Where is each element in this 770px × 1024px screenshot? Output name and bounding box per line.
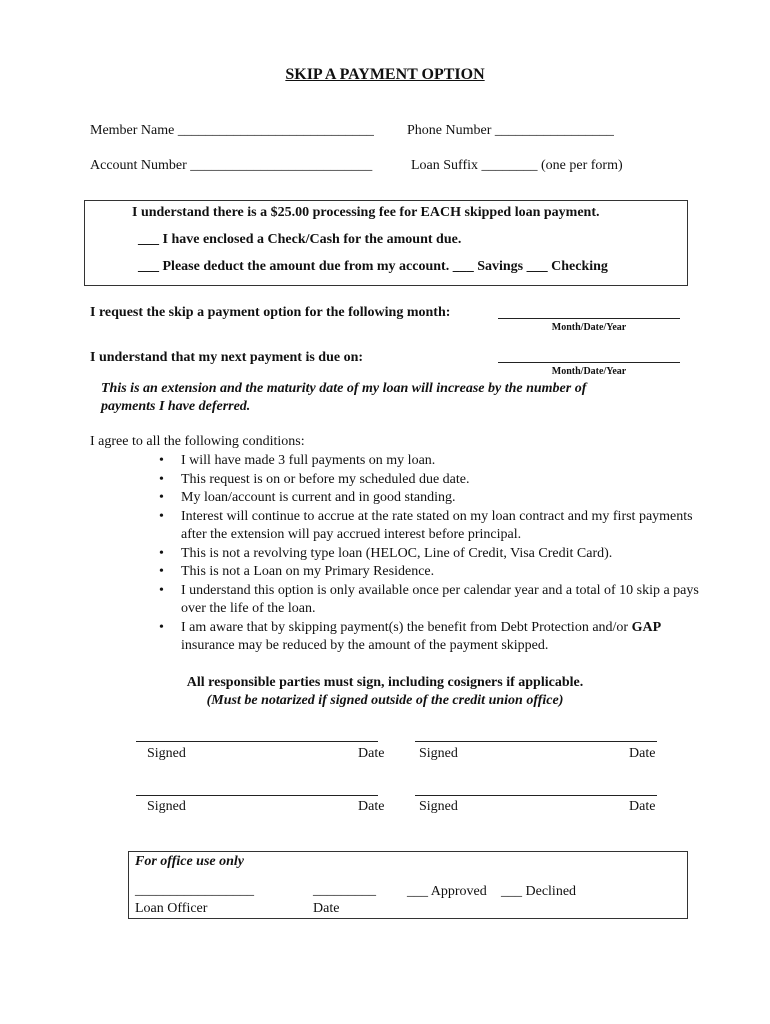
condition-item: • My loan/account is current and in good standing.: [181, 489, 711, 508]
sign-notice: All responsible parties must sign, including cosigners if applicable.: [186, 675, 584, 690]
signed-label-1: Signed: [147, 746, 186, 761]
signature-line-1[interactable]: [136, 741, 378, 742]
condition-gap-pre: I am aware that by skipping payment(s) the benefit from Debt Protection and/or: [181, 619, 629, 635]
phone-number-field[interactable]: Phone Number _________________: [407, 123, 614, 138]
signature-line-4[interactable]: [415, 795, 657, 796]
condition-item: • I will have made 3 full payments on my loan.: [181, 452, 711, 471]
extension-note-line2: payments I have deferred.: [101, 399, 251, 414]
condition-item-gap: [181, 619, 711, 656]
extension-note-line1: This is an extension and the maturity date of my loan will increase by the number of: [101, 381, 587, 396]
page-title: SKIP A PAYMENT OPTION: [285, 66, 485, 83]
signature-line-2[interactable]: [415, 741, 657, 742]
date-label-2: Date: [629, 746, 656, 761]
date-label-4: Date: [629, 799, 656, 814]
loan-officer-label: Loan Officer: [135, 901, 208, 916]
loan-suffix-field[interactable]: Loan Suffix ________ (one per form): [411, 158, 623, 173]
condition-item: • This request is on or before my scheduled due date.: [181, 471, 711, 490]
loan-officer-blank[interactable]: _________________: [135, 883, 254, 898]
next-payment-label: I understand that my next payment is due on:: [90, 350, 364, 365]
request-month-caption: Month/Date/Year: [551, 322, 627, 333]
condition-item: • This is not a Loan on my Primary Residence.: [181, 563, 711, 582]
signed-label-2: Signed: [419, 746, 458, 761]
check-cash-option[interactable]: ___ I have enclosed a Check/Cash for the amount due.: [138, 232, 462, 247]
condition-gap-post: insurance may be reduced by the amount of the payment skipped.: [181, 638, 549, 653]
next-payment-caption: Month/Date/Year: [551, 366, 627, 377]
office-use-heading: For office use only: [135, 854, 245, 869]
date-label-1: Date: [358, 746, 385, 761]
request-month-line[interactable]: [498, 318, 680, 319]
next-payment-line[interactable]: [498, 362, 680, 363]
member-name-field[interactable]: Member Name ____________________________: [90, 123, 374, 138]
conditions-list: [155, 452, 711, 656]
fee-notice: I understand there is a $25.00 processing fee for EACH skipped loan payment.: [132, 205, 600, 220]
request-month-label: I request the skip a payment option for the following month:: [90, 305, 451, 320]
declined-option[interactable]: ___ Declined: [501, 884, 577, 899]
signature-line-3[interactable]: [136, 795, 378, 796]
office-date-label: Date: [313, 901, 340, 916]
date-label-3: Date: [358, 799, 385, 814]
account-number-field[interactable]: Account Number __________________________: [90, 158, 373, 173]
gap-term: GAP: [631, 619, 662, 635]
office-date-blank[interactable]: _________: [313, 883, 376, 898]
deduct-option[interactable]: ___ Please deduct the amount due from my account. ___ Savings ___ Checking: [138, 259, 608, 274]
signed-label-4: Signed: [419, 799, 458, 814]
condition-item: • Interest will continue to accrue at the rate stated on my loan contract and my first payments after the extension will pay accrued interest before principal.: [181, 508, 711, 545]
approved-option[interactable]: ___ Approved: [407, 884, 487, 899]
condition-item: • This is not a revolving type loan (HELOC, Line of Credit, Visa Credit Card).: [181, 545, 711, 564]
notarize-notice: (Must be notarized if signed outside of the credit union office): [206, 693, 564, 708]
condition-item: • I understand this option is only available once per calendar year and a total of 10 skip a pays over the life of the loan.: [181, 582, 711, 619]
signed-label-3: Signed: [147, 799, 186, 814]
conditions-intro: I agree to all the following conditions:: [90, 434, 305, 449]
